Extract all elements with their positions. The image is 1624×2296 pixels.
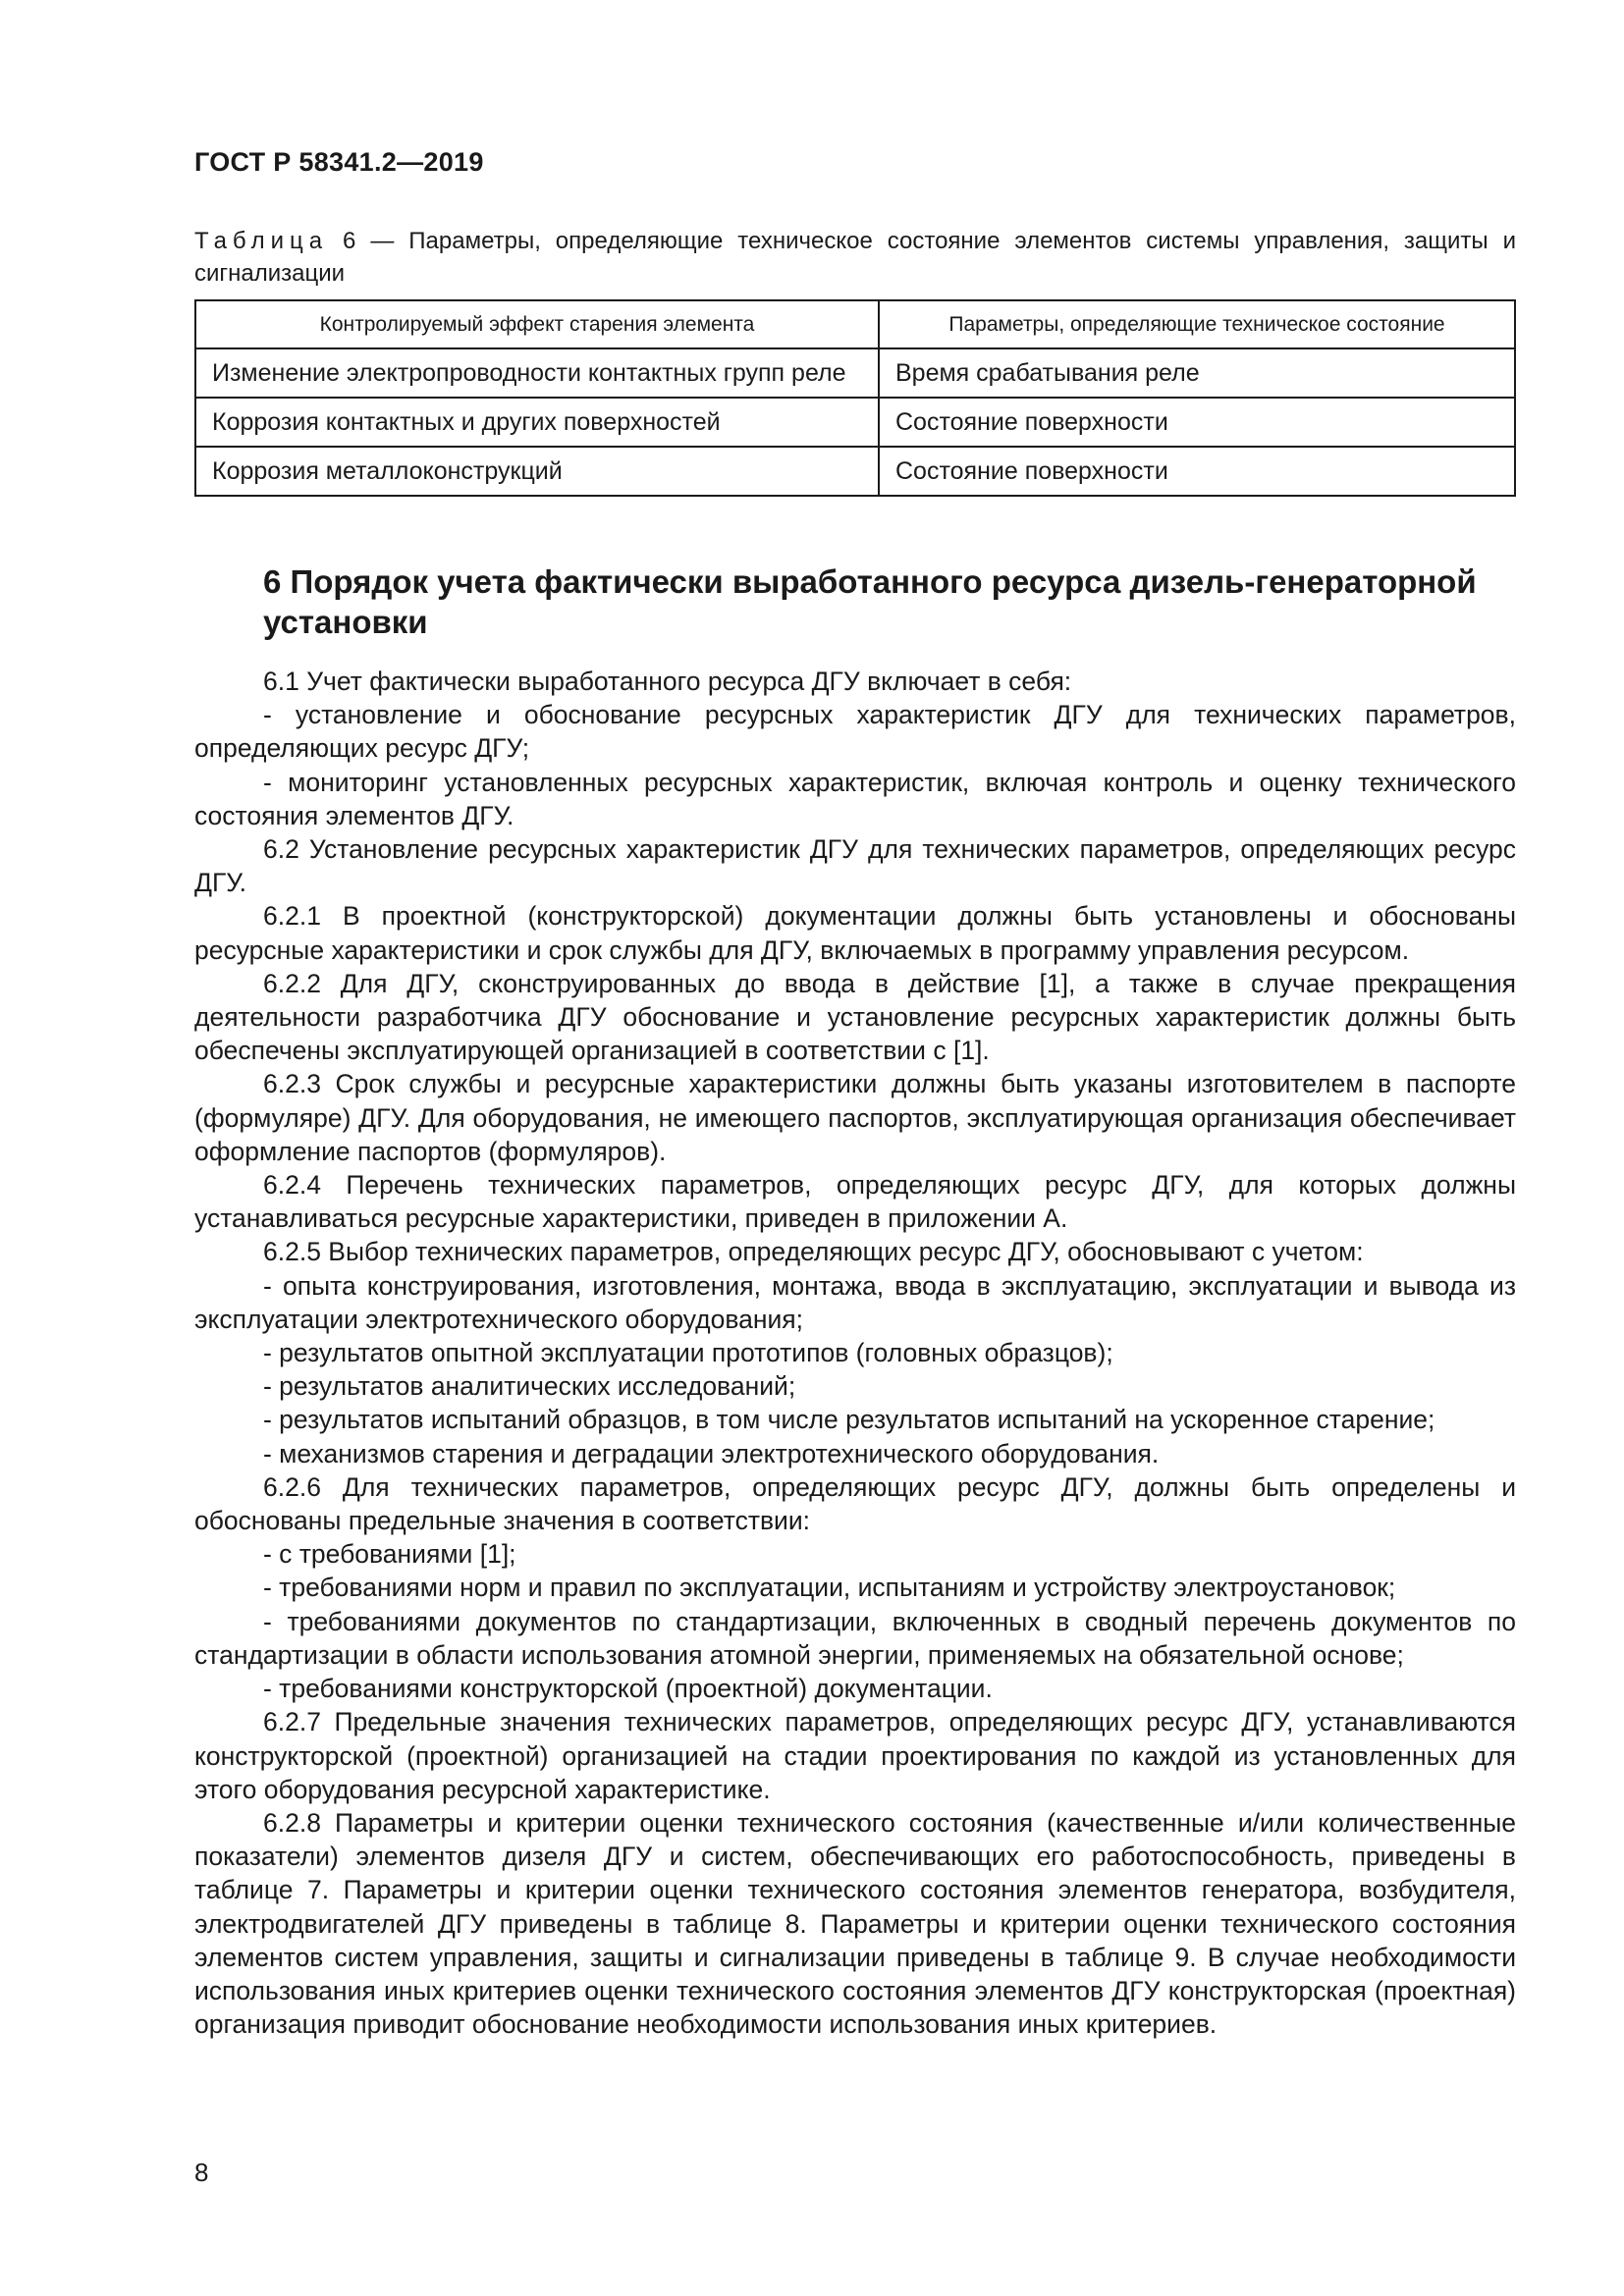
table-caption-text: — Параметры, определяющие техническое состояние элементов системы управления, защиты и сигнализации xyxy=(194,228,1517,287)
paragraph: 6.2 Установление ресурсных характеристик ДГУ для технических параметров, определяющих ресурс ДГУ. xyxy=(194,834,1516,898)
table-row xyxy=(195,398,1515,447)
paragraph: - с требованиями [1]; xyxy=(263,1539,516,1570)
paragraph: 6.2.4 Перечень технических параметров, определяющих ресурс ДГУ, для которых должны устанавливаться ресурсные характеристики, приведен в приложении А. xyxy=(194,1170,1516,1234)
table-header-cell: Параметры, определяющие техническое состояние xyxy=(879,300,1515,348)
paragraph: 6.2.1 В проектной (конструкторской) документации должны быть установлены и обоснованы ресурсные характеристики и срок службы для ДГУ, включаемых в программу управления ресурсом. xyxy=(194,901,1516,965)
paragraph: - результатов аналитических исследований; xyxy=(263,1371,796,1402)
table-cell: Состояние поверхности xyxy=(879,447,1515,496)
table-cell: Состояние поверхности xyxy=(879,398,1515,447)
paragraph: 6.2.7 Предельные значения технических параметров, определяющих ресурс ДГУ, устанавливаются конструкторской (проектной) организацией на стадии проектирования по каждой из установленных для этого оборудования ресурсной характеристике. xyxy=(194,1707,1516,1804)
table-header-cell: Контролируемый эффект старения элемента xyxy=(195,300,879,348)
parameters-table xyxy=(194,299,1516,497)
paragraph: 6.1 Учет фактически выработанного ресурса ДГУ включает в себя: xyxy=(263,667,1072,696)
paragraph: - требованиями документов по стандартизации, включенных в сводный перечень документов по стандартизации в области использования атомной энергии, применяемых на обязательной основе; xyxy=(194,1606,1516,1670)
table-cell: Коррозия металлоконструкций xyxy=(195,447,879,496)
paragraph: - результатов опытной эксплуатации прототипов (головных образцов); xyxy=(263,1338,1113,1368)
section-title: 6 Порядок учета фактически выработанного ресурса дизель-генераторной установки xyxy=(263,563,1477,640)
table-row xyxy=(195,348,1515,398)
paragraph: 6.2.8 Параметры и критерии оценки технического состояния (качественные и/или количественные показатели) элементов дизеля ДГУ и систем, обеспечивающих его работоспособность, приведены в таблице 7. Параметры и критерии оценки технического состояния элементов генератора, возбудителя, электродвигателей ДГУ приведены в таблице 8. Параметры и критерии оценки технического состояния элементов систем управления, защиты и сигнализации приведены в таблице 9. В случае необходимости использования иных критериев оценки технического состояния элементов ДГУ конструкторская (проектная) организация приводит обоснование необходимости использования иных критериев. xyxy=(194,1807,1516,2040)
paragraph: - мониторинг установленных ресурсных характеристик, включая контроль и оценку технического состояния элементов ДГУ. xyxy=(194,767,1516,830)
paragraph: - механизмов старения и деградации электротехнического оборудования. xyxy=(263,1438,1160,1468)
paragraph: 6.2.5 Выбор технических параметров, определяющих ресурс ДГУ, обосновывают с учетом: xyxy=(263,1237,1364,1267)
body-text xyxy=(194,665,1516,2041)
table-caption-label: Таблица xyxy=(194,228,329,254)
table-caption xyxy=(194,225,1516,290)
paragraph: - установление и обоснование ресурсных характеристик ДГУ для технических параметров, определяющих ресурс ДГУ; xyxy=(194,700,1516,764)
table-cell: Изменение электропроводности контактных групп реле xyxy=(195,348,879,398)
table-header-row xyxy=(195,300,1515,348)
paragraph: - требованиями норм и правил по эксплуатации, испытаниям и устройству электроустановок; xyxy=(263,1573,1396,1603)
paragraph: 6.2.3 Срок службы и ресурсные характеристики должны быть указаны изготовителем в паспорте (формуляре) ДГУ. Для оборудования, не имеющего паспортов, эксплуатирующая организация обеспечивает оформление паспортов (формуляров). xyxy=(194,1069,1516,1166)
table-cell: Коррозия контактных и других поверхностей xyxy=(195,398,879,447)
table-caption-number: 6 xyxy=(343,228,356,254)
table-row xyxy=(195,447,1515,496)
paragraph: - требованиями конструкторской (проектной) документации. xyxy=(263,1674,993,1704)
paragraph: 6.2.2 Для ДГУ, сконструированных до ввода в действие [1], а также в случае прекращения деятельности разработчика ДГУ обоснование и установление ресурсных характеристик должны быть обеспечены эксплуатирующей организацией в соответствии с [1]. xyxy=(194,968,1516,1066)
table-cell: Время срабатывания реле xyxy=(879,348,1515,398)
document-code: ГОСТ Р 58341.2—2019 xyxy=(194,147,484,177)
paragraph: 6.2.6 Для технических параметров, определяющих ресурс ДГУ, должны быть определены и обоснованы предельные значения в соответствии: xyxy=(194,1471,1516,1536)
paragraph: - результатов испытаний образцов, в том числе результатов испытаний на ускоренное старение; xyxy=(263,1405,1435,1435)
paragraph: - опыта конструирования, изготовления, монтажа, ввода в эксплуатацию, эксплуатации и вывода из эксплуатации электротехнического оборудования; xyxy=(194,1270,1516,1334)
page-number: 8 xyxy=(194,2158,209,2187)
